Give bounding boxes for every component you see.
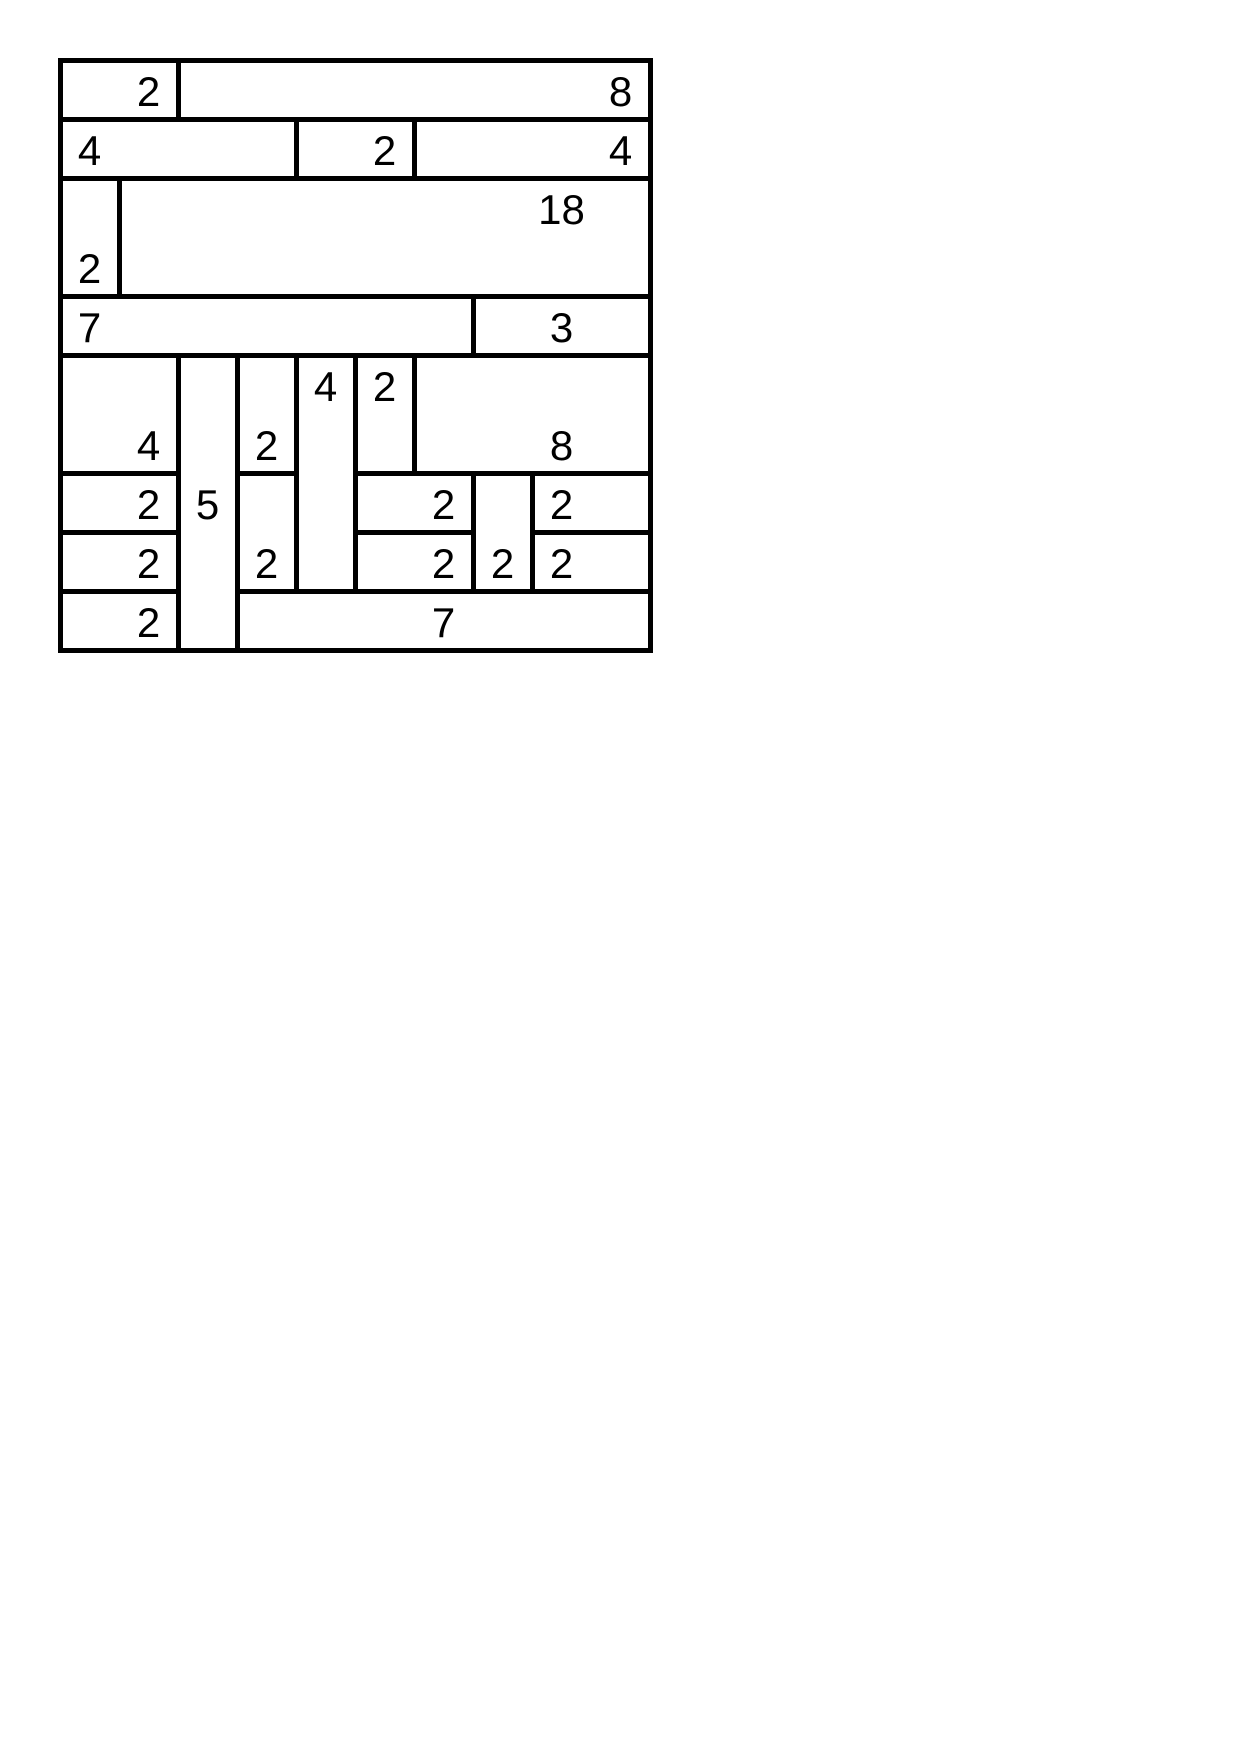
puzzle-rectangle (58, 294, 476, 358)
puzzle-rectangle (176, 58, 653, 122)
area-label: 3 (549, 303, 574, 351)
area-label: 8 (608, 67, 633, 115)
area-label: 2 (136, 598, 161, 646)
area-label: 7 (431, 598, 456, 646)
area-label: 2 (136, 480, 161, 528)
area-label: 2 (431, 480, 456, 528)
area-label: 2 (372, 126, 397, 174)
area-label: 5 (195, 480, 220, 528)
area-label: 7 (77, 303, 102, 351)
area-label: 2 (549, 539, 574, 587)
area-label: 2 (372, 362, 397, 410)
area-label: 2 (549, 480, 574, 528)
area-label: 4 (77, 126, 102, 174)
area-label: 4 (608, 126, 633, 174)
area-label: 8 (549, 421, 574, 469)
area-label: 2 (77, 244, 102, 292)
area-label: 2 (431, 539, 456, 587)
area-label: 2 (254, 539, 279, 587)
area-label: 4 (313, 362, 338, 410)
area-label: 2 (490, 539, 515, 587)
area-label: 2 (136, 539, 161, 587)
area-label: 18 (538, 185, 585, 233)
area-label: 2 (254, 421, 279, 469)
area-label: 2 (136, 67, 161, 115)
area-label: 4 (136, 421, 161, 469)
